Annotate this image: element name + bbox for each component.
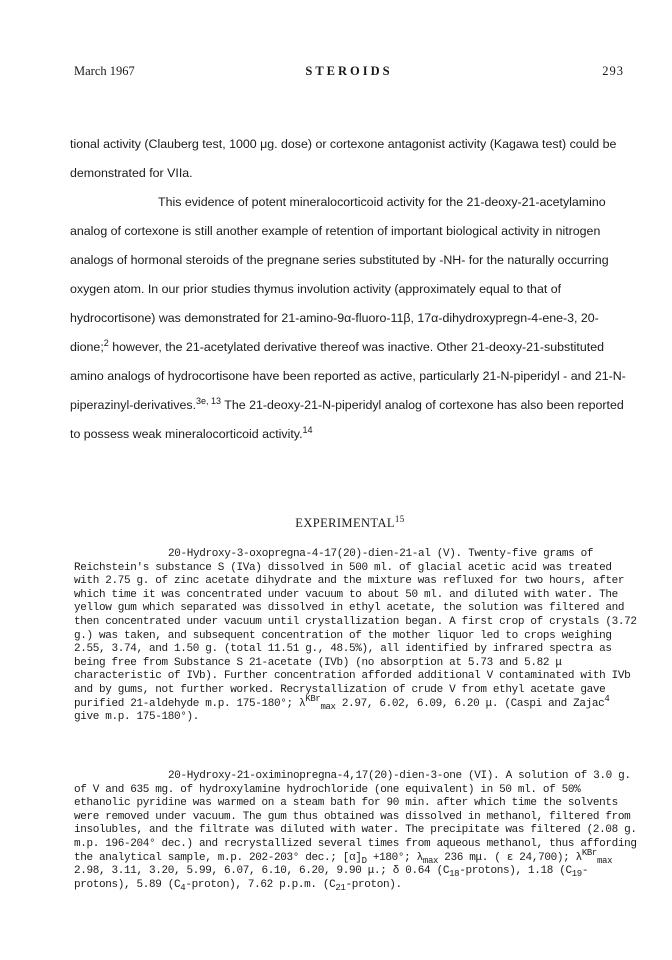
kbr-label: KBr <box>581 847 597 858</box>
paragraph-continuation <box>70 130 630 188</box>
paragraph-text: however, the 21-acetylated derivative thereof was inactive. Other 21-deoxy-21-substituted amino analogs of hydrocortisone have been reported as active, particularly 21-N-piperidyl - and 21-N-piperazinyl-derivatives. <box>70 340 626 412</box>
subscript: 19 <box>571 869 582 880</box>
paragraph-text: This evidence of potent mineralocorticoid activity for the 21-deoxy-21-acetylamino analog of cortexone is still another example of retention of important biological activity in nitrogen analogs of hormonal steroids of the pregnane series substituted by -NH- for the naturally occurring oxygen atom. In our prior studies thymus involution activity (approximately equal to that of hydrocortisone) was demonstrated for 21-amino-9α-fluoro-11β, 17α-dihydroxypregn-4-ene-3, 20-dione; <box>70 195 609 354</box>
section-heading <box>70 516 630 531</box>
max-label: max <box>422 855 439 866</box>
reference-marker: 3e, 13 <box>196 396 222 406</box>
max-label: max <box>596 855 613 866</box>
paragraph-text: tional activity (Clauberg test, 1000 μg. dose) or cortexone antagonist activity (Kagawa test) could be demonstrated for VIIa. <box>70 137 617 180</box>
issue-date: March 1967 <box>74 64 135 78</box>
procedure-text: give m.p. 175-180°). <box>74 711 200 724</box>
compound-title: 20-Hydroxy-21-oximinopregna-4,17(20)-dien-3-one (VI). <box>168 770 500 782</box>
max-label: max <box>320 701 336 712</box>
procedure-text: -protons), 1.18 (C <box>459 865 572 878</box>
procedure-text: -proton). <box>345 878 402 891</box>
body-text <box>70 130 630 449</box>
paragraph-text: The 21-deoxy-21-N-piperidyl analog of cortexone has also been reported to possess weak mineralocorticoid activity. <box>70 398 624 441</box>
reference-marker: 15 <box>394 514 405 524</box>
page-number: 293 <box>602 64 624 78</box>
procedure-text: -proton), 7.62 p.p.m. (C <box>185 878 336 891</box>
procedure-paragraph <box>74 770 640 892</box>
page-header <box>74 64 624 84</box>
paragraph-discussion <box>70 188 630 449</box>
reference-marker: 4 <box>604 693 610 704</box>
subscript: 21 <box>335 882 346 893</box>
procedure-text: 236 mμ. ( ε 24,700); λ <box>438 851 582 864</box>
procedure-paragraph <box>74 548 640 725</box>
compound-title: 20-Hydroxy-3-oxopregna-4-17(20)-dien-21-al (V). <box>168 548 462 560</box>
reference-marker: 14 <box>302 425 313 435</box>
kbr-label: KBr <box>305 693 321 704</box>
subscript: 4 <box>180 882 186 893</box>
subscript: D <box>361 855 367 866</box>
procedure-text: 2.98, 3.11, 3.20, 5.99, 6.07, 6.10, 6.20, 9.90 μ.; δ 0.64 (C <box>74 865 450 878</box>
procedure-text: -protons), 5.89 (C <box>74 865 589 891</box>
journal-title: STEROIDS <box>305 64 393 78</box>
procedure-text: 2.97, 6.02, 6.09, 6.20 μ. (Caspi and Zajac <box>335 697 605 710</box>
experimental-procedure <box>74 770 640 892</box>
reference-marker: 2 <box>103 338 109 348</box>
procedure-text: A solution of 3.0 g. of V and 635 mg. of hydroxylamine hydrochloride (one equivalent) in 50 ml. of 50% ethanolic pyridine was warmed on a steam bath for 90 min. after which time the solvents were removed under vacuum. The gum thus obtained was dissolved in methanol, filtered from insolubles, and the filtrate was diluted with water. The precipitate was filtered (2.08 g. m.p. 196-204° dec.) and recrystallized several times from aqueous methanol, thus affording the analytical sample, m.p. 202-203° dec.; [α] <box>74 770 637 864</box>
experimental-procedure <box>74 548 640 725</box>
procedure-text: Twenty-five grams of Reichstein's substance S (IVa) dissolved in 500 ml. of glacial acetic acid was treated with 2.75 g. of zinc acetate dihydrate and the mixture was refluxed for two hours, after which time it was concentrated under vacuum to about 50 ml. and diluted with water. The yellow gum which separated was dissolved in ethyl acetate, the solution was filtered and then concentrated under vacuum until crystallization began. A first crop of crystals (3.72 g.) was taken, and subsequent concentration of the mother liquor led to crops weighing 2.55, 3.74, and 1.50 g. (total 11.51 g., 48.5%), all identified by infrared spectra as being free from Substance S 21-acetate (IVb) (no absorption at 5.73 and 5.82 μ characteristic of IVb). Further concentration afforded additional V contaminated with IVb and by gums, not further worked. Recrystallization of crude V from ethyl acetate gave purified 21-aldehyde m.p. 175-180°; λ <box>74 548 637 710</box>
procedure-text: +180°; λ <box>366 851 423 864</box>
subscript: 18 <box>449 869 460 880</box>
heading-text: EXPERIMENTAL <box>295 516 395 530</box>
